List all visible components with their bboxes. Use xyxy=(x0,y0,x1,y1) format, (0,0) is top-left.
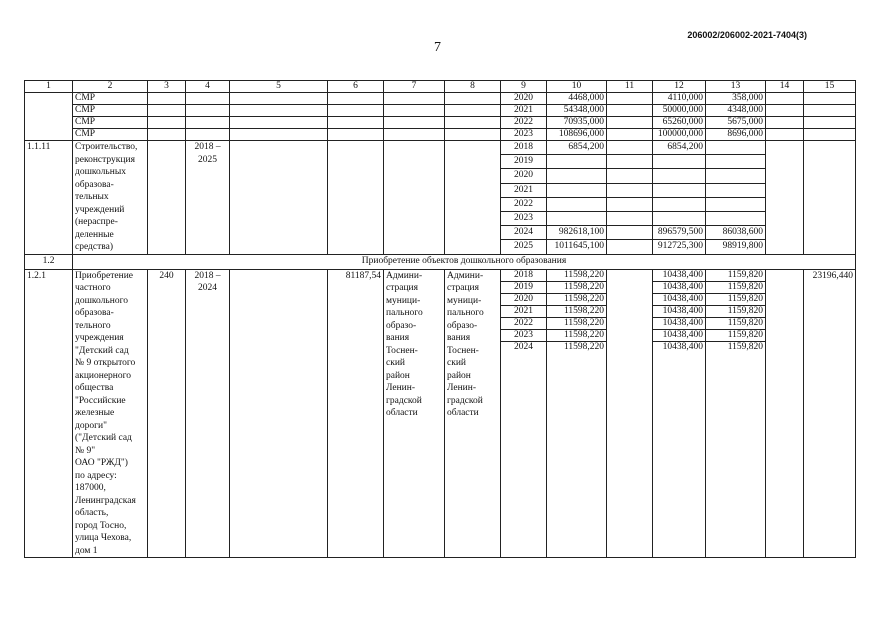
cell-local: 4348,000 xyxy=(706,105,766,117)
cell-year-value: 2024 xyxy=(514,341,533,352)
cell-local-value: 1159,820 xyxy=(706,318,765,330)
cell-col7 xyxy=(384,93,445,105)
cell-regional xyxy=(653,197,706,211)
header-cell-3: 3 xyxy=(148,81,186,93)
cell-year: 2022 xyxy=(501,197,547,211)
cell-year: 2023 xyxy=(501,129,547,141)
cell-total: 54348,000 xyxy=(547,105,607,117)
cell-col6: 81187,54 xyxy=(328,269,384,558)
cell-col11 xyxy=(607,155,653,169)
cell-col4 xyxy=(186,105,230,117)
page-number: 7 xyxy=(434,40,441,55)
cell-col14 xyxy=(766,93,804,105)
cell-col3 xyxy=(148,141,186,255)
cell-col3 xyxy=(148,117,186,129)
header-cell-10: 10 xyxy=(547,81,607,93)
cell-regional: 6854,200 xyxy=(653,141,706,155)
cell-col15 xyxy=(804,129,856,141)
cell-col4 xyxy=(186,93,230,105)
cell-regional: 65260,000 xyxy=(653,117,706,129)
header-cell-4: 4 xyxy=(186,81,230,93)
cell-local xyxy=(706,169,766,183)
cell-col6 xyxy=(328,141,384,255)
item-1-1-11-row xyxy=(25,141,856,155)
cell-total: 70935,000 xyxy=(547,117,607,129)
cell-customer: Админи- страция муници- пального образо- вания Тоснен- ский район Ленин- градской области xyxy=(445,269,501,558)
cell-regional xyxy=(653,211,706,225)
cell-col11 xyxy=(607,240,653,254)
cell-local xyxy=(706,269,766,558)
cell-col7 xyxy=(384,117,445,129)
section-number: 1.2 xyxy=(25,254,73,269)
header-cell-14: 14 xyxy=(766,81,804,93)
cell-regional-value: 10438,400 xyxy=(653,294,705,306)
cell-col14 xyxy=(766,117,804,129)
cell-col5 xyxy=(230,117,328,129)
cell-col11 xyxy=(607,129,653,141)
cell-regional-value: 10438,400 xyxy=(653,282,705,294)
cell-local-value: 1159,820 xyxy=(706,294,765,306)
cell-year-value: 2022 xyxy=(501,318,546,330)
header-cell-15: 15 xyxy=(804,81,856,93)
item-number: 1.2.1 xyxy=(25,269,73,558)
cell-name: СМР xyxy=(73,105,148,117)
cell-total: 4468,000 xyxy=(547,93,607,105)
cell-col15 xyxy=(804,105,856,117)
cell-col11 xyxy=(607,93,653,105)
cell-col15: 23196,440 xyxy=(804,269,856,558)
cell-year: 2020 xyxy=(501,169,547,183)
item-1-2-1-row xyxy=(25,269,856,558)
cell-local-value: 1159,820 xyxy=(706,330,765,342)
cell-year: 2021 xyxy=(501,183,547,197)
cell-regional-value: 10438,400 xyxy=(653,306,705,318)
item-period: 2018 – 2025 xyxy=(186,141,230,255)
header-cell-2: 2 xyxy=(73,81,148,93)
cell-regional xyxy=(653,269,706,558)
cell-name: СМР xyxy=(73,117,148,129)
item-period: 2018 – 2024 xyxy=(186,269,230,558)
item-name: Строительство, реконструкция дошкольных образова- тельных учреждений (нераспре- деленные средства) xyxy=(73,141,148,255)
cell-col7 xyxy=(384,105,445,117)
cell-col11 xyxy=(607,197,653,211)
cell-total-value: 11598,220 xyxy=(547,270,606,282)
cell-regional-value: 10438,400 xyxy=(653,330,705,342)
cell-regional-value: 10438,400 xyxy=(653,318,705,330)
cell-col15 xyxy=(804,93,856,105)
cell-regional: 100000,000 xyxy=(653,129,706,141)
cell-year: 2022 xyxy=(501,117,547,129)
cell-year: 2019 xyxy=(501,155,547,169)
cell-local: 98919,800 xyxy=(706,240,766,254)
cell-col3 xyxy=(148,93,186,105)
cell-col5 xyxy=(230,105,328,117)
cell-total xyxy=(547,211,607,225)
cell-col8 xyxy=(445,141,501,255)
cell-col11 xyxy=(607,141,653,155)
cell-total: 982618,100 xyxy=(547,226,607,240)
cell-year-value: 2023 xyxy=(501,330,546,342)
cell-total xyxy=(547,155,607,169)
cell-col15 xyxy=(804,117,856,129)
cell-col3 xyxy=(148,105,186,117)
smr-row xyxy=(25,117,856,129)
cell-regional: 896579,500 xyxy=(653,226,706,240)
cell-regional xyxy=(653,183,706,197)
cell-total xyxy=(547,269,607,558)
cell-col7 xyxy=(384,141,445,255)
header-cell-7: 7 xyxy=(384,81,445,93)
cell-col8 xyxy=(445,93,501,105)
cell-col11 xyxy=(607,105,653,117)
cell-col5 xyxy=(230,93,328,105)
header-cell-6: 6 xyxy=(328,81,384,93)
cell-year: 2024 xyxy=(501,226,547,240)
cell-regional-value: 10438,400 xyxy=(662,341,703,352)
cell-col6 xyxy=(328,105,384,117)
cell-regional xyxy=(653,155,706,169)
cell-local-value: 1159,820 xyxy=(706,306,765,318)
cell-year xyxy=(501,269,547,558)
cell-total-value: 11598,220 xyxy=(547,282,606,294)
cell-col11 xyxy=(607,226,653,240)
cell-col7 xyxy=(384,129,445,141)
cell-col15 xyxy=(804,141,856,255)
cell-col11 xyxy=(607,211,653,225)
cell-col4 xyxy=(186,129,230,141)
header-cell-9: 9 xyxy=(501,81,547,93)
cell-col11 xyxy=(607,183,653,197)
cell-year: 2021 xyxy=(501,105,547,117)
cell-name: СМР xyxy=(73,93,148,105)
cell-year: 2023 xyxy=(501,211,547,225)
cell-total-value: 11598,220 xyxy=(547,294,606,306)
cell-local-value: 1159,820 xyxy=(727,341,763,352)
cell-local xyxy=(706,155,766,169)
header-cell-11: 11 xyxy=(607,81,653,93)
cell-local: 8696,000 xyxy=(706,129,766,141)
smr-row xyxy=(25,129,856,141)
header-row xyxy=(25,81,856,93)
header-cell-5: 5 xyxy=(230,81,328,93)
cell-col5 xyxy=(230,129,328,141)
cell-col11 xyxy=(607,117,653,129)
cell-year-value: 2018 xyxy=(501,270,546,282)
cell-col14 xyxy=(766,269,804,558)
cell-year-value: 2019 xyxy=(501,282,546,294)
cell-total-value: 11598,220 xyxy=(547,330,606,342)
cell-local: 86038,600 xyxy=(706,226,766,240)
section-title: Приобретение объектов дошкольного образования xyxy=(73,254,856,269)
cell-regional xyxy=(653,169,706,183)
cell-total-value: 11598,220 xyxy=(563,341,604,352)
cell-col6 xyxy=(328,129,384,141)
cell-col14 xyxy=(766,105,804,117)
cell-local xyxy=(706,211,766,225)
cell-col6 xyxy=(328,93,384,105)
program-table xyxy=(24,80,856,558)
cell-col5 xyxy=(230,269,328,558)
cell-col3: 240 xyxy=(148,269,186,558)
cell-year: 2020 xyxy=(501,93,547,105)
cell-year: 2018 xyxy=(501,141,547,155)
document-id: 206002/206002-2021-7404(3) xyxy=(687,30,807,40)
cell-local xyxy=(706,141,766,155)
cell-executor: Админи- страция муници- пального образо- вания Тоснен- ский район Ленин- градской области xyxy=(384,269,445,558)
cell-total xyxy=(547,183,607,197)
cell-local xyxy=(706,183,766,197)
cell-local-value: 1159,820 xyxy=(706,270,765,282)
cell-col3 xyxy=(148,129,186,141)
cell-col14 xyxy=(766,129,804,141)
cell-name: СМР xyxy=(73,129,148,141)
cell-year-value: 2020 xyxy=(501,294,546,306)
smr-row xyxy=(25,93,856,105)
smr-row xyxy=(25,105,856,117)
cell-total: 1011645,100 xyxy=(547,240,607,254)
cell-col11 xyxy=(607,169,653,183)
cell-year: 2025 xyxy=(501,240,547,254)
cell-col8 xyxy=(445,129,501,141)
cell-col1 xyxy=(25,93,73,141)
cell-col8 xyxy=(445,105,501,117)
item-name: Приобретение частного дошкольного образова- тельного учреждения "Детский сад № 9 открытого акционерного общества "Российские железные дороги" ("Детский сад № 9" ОАО "РЖД") по адресу: 187000, Ленинградская область, город Тосно, улица Чехова, дом 1 xyxy=(73,269,148,558)
cell-year-value: 2021 xyxy=(501,306,546,318)
section-row xyxy=(25,254,856,269)
cell-total xyxy=(547,197,607,211)
cell-local: 358,000 xyxy=(706,93,766,105)
cell-col4 xyxy=(186,117,230,129)
cell-total-value: 11598,220 xyxy=(547,306,606,318)
header-cell-8: 8 xyxy=(445,81,501,93)
cell-col5 xyxy=(230,141,328,255)
header-cell-13: 13 xyxy=(706,81,766,93)
cell-local: 5675,000 xyxy=(706,117,766,129)
cell-col14 xyxy=(766,141,804,255)
cell-total-value: 11598,220 xyxy=(547,318,606,330)
cell-col11 xyxy=(607,269,653,558)
cell-total xyxy=(547,169,607,183)
cell-total: 6854,200 xyxy=(547,141,607,155)
cell-col6 xyxy=(328,117,384,129)
cell-regional: 4110,000 xyxy=(653,93,706,105)
header-cell-12: 12 xyxy=(653,81,706,93)
cell-local xyxy=(706,197,766,211)
cell-regional: 50000,000 xyxy=(653,105,706,117)
header-cell-1: 1 xyxy=(25,81,73,93)
item-number: 1.1.11 xyxy=(25,141,73,255)
cell-total: 108696,000 xyxy=(547,129,607,141)
cell-regional-value: 10438,400 xyxy=(653,270,705,282)
cell-col8 xyxy=(445,117,501,129)
cell-local-value: 1159,820 xyxy=(706,282,765,294)
cell-regional: 912725,300 xyxy=(653,240,706,254)
